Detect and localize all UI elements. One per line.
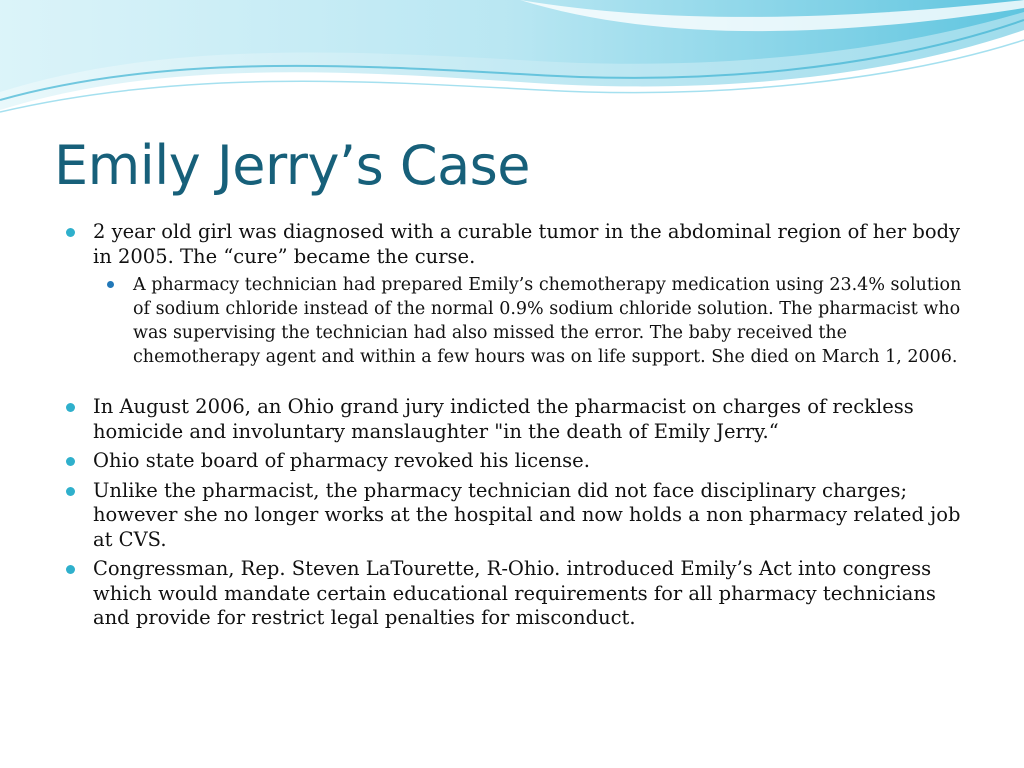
bullet-item: Congressman, Rep. Steven LaTourette, R-Ohio. introduced Emily’s Act into congress which would mandate certain educational requirements for all pharmacy technicians and provide for restrict legal penalties for misconduct. [64,557,964,631]
bullet-item: Unlike the pharmacist, the pharmacy technician did not face disciplinary charges; however she no longer works at the hospital and now holds a non pharmacy related job at CVS. [64,479,964,553]
sub-bullet-list [93,273,964,369]
wave-header-decoration [0,0,1024,120]
bullet-list [64,220,964,631]
bullet-item [64,220,964,369]
sub-bullet-item: A pharmacy technician had prepared Emily’s chemotherapy medication using 23.4% solution of sodium chloride instead of the normal 0.9% sodium chloride solution. The pharmacist who was supervising the technician had also missed the error. The baby received the chemotherapy agent and within a few hours was on life support. She died on March 1, 2006. [105,273,964,369]
slide-title: Emily Jerry’s Case [54,134,531,197]
bullet-item: In August 2006, an Ohio grand jury indicted the pharmacist on charges of reckless homicide and involuntary manslaughter "in the death of Emily Jerry.“ [64,395,964,444]
bullet-text: 2 year old girl was diagnosed with a curable tumor in the abdominal region of her body in 2005. The “cure” became the curse. [93,220,961,268]
bullet-item: Ohio state board of pharmacy revoked his license. [64,449,964,474]
